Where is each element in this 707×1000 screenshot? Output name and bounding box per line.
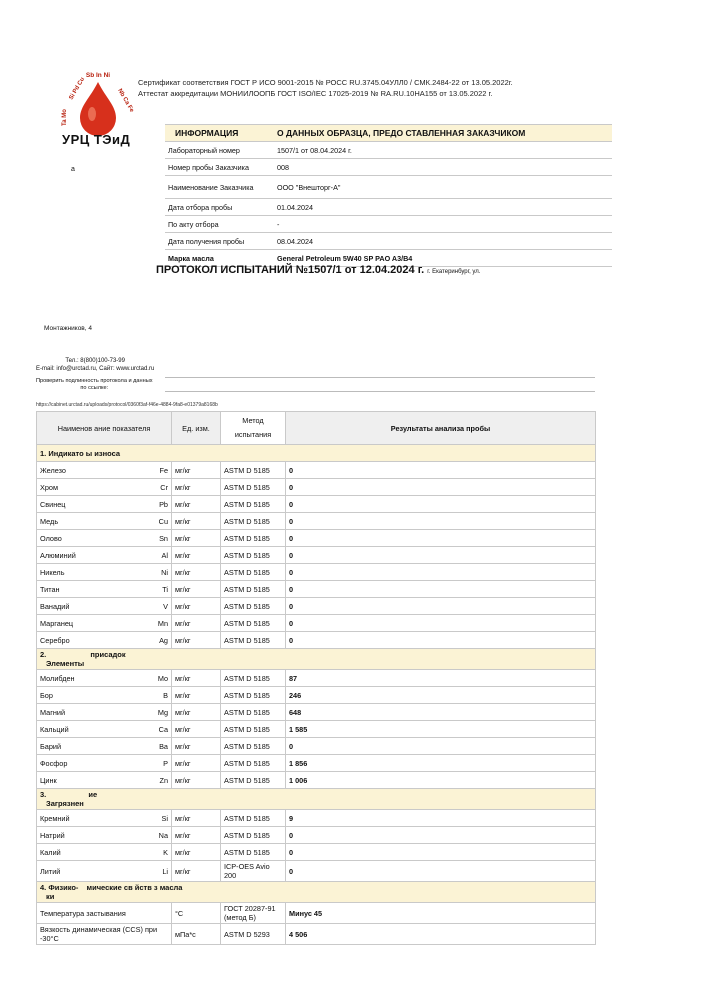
param-method: ASTM D 5293	[221, 924, 286, 945]
table-row	[37, 670, 596, 687]
param-symbol: Cu	[147, 513, 172, 530]
param-unit: мг/кг	[172, 810, 221, 827]
param-name: Бор	[37, 687, 148, 704]
table-row	[37, 827, 596, 844]
col-name-header: Наименов ание показателя	[37, 412, 172, 445]
table-row	[37, 530, 596, 547]
section-title-c: Элементы	[46, 659, 85, 668]
svg-text:Nb Ca Fe: Nb Ca Fe	[116, 88, 135, 114]
info-title-b: О ДАННЫХ ОБРАЗЦА, ПРЕДО СТАВЛЕННАЯ ЗАКАЗЧИКОМ	[274, 125, 612, 142]
param-unit: мг/кг	[172, 687, 221, 704]
param-method: ASTM D 5185	[221, 755, 286, 772]
param-unit: мг/кг	[172, 564, 221, 581]
param-method: ASTM D 5185	[221, 479, 286, 496]
section-header	[37, 789, 596, 810]
results-header	[37, 412, 596, 445]
table-row	[37, 861, 596, 882]
param-unit: мг/кг	[172, 598, 221, 615]
param-method: ICP-OES Avio 200	[221, 861, 286, 882]
param-method: ASTM D 5185	[221, 462, 286, 479]
param-result: 0	[286, 547, 596, 564]
table-row	[37, 721, 596, 738]
param-name: Барий	[37, 738, 148, 755]
param-unit: мг/кг	[172, 547, 221, 564]
param-result: 648	[286, 704, 596, 721]
param-symbol: K	[147, 844, 172, 861]
certificate-info	[138, 77, 513, 99]
table-row	[37, 513, 596, 530]
table-row	[37, 598, 596, 615]
param-unit: мг/кг	[172, 772, 221, 789]
param-name: Хром	[37, 479, 148, 496]
param-method: ASTM D 5185	[221, 844, 286, 861]
param-symbol: Mg	[147, 704, 172, 721]
param-name: Вязкость динамическая (CCS) при -30°С	[37, 924, 172, 945]
param-symbol: Cr	[147, 479, 172, 496]
param-symbol: Fe	[147, 462, 172, 479]
info-label: Номер пробы Заказчика	[165, 159, 274, 176]
param-result: 87	[286, 670, 596, 687]
section-title-c: Загрязнен	[46, 799, 84, 808]
param-symbol: Li	[147, 861, 172, 882]
section-title-b: присадок	[90, 650, 126, 659]
table-row	[165, 216, 612, 233]
section-title	[37, 649, 596, 670]
param-symbol: P	[147, 755, 172, 772]
param-unit: мг/кг	[172, 755, 221, 772]
info-label: Наименование Заказчика	[165, 176, 274, 199]
param-unit: мг/кг	[172, 861, 221, 882]
param-unit: мг/кг	[172, 462, 221, 479]
param-result: 0	[286, 530, 596, 547]
info-title-a: ИНФОРМАЦИЯ	[165, 125, 274, 142]
svg-text:Sb In Ni: Sb In Ni	[85, 72, 111, 79]
param-name: Фосфор	[37, 755, 148, 772]
results-table	[36, 411, 596, 945]
table-row	[37, 496, 596, 513]
info-value: 01.04.2024	[274, 199, 612, 216]
table-row	[165, 233, 612, 250]
table-row	[37, 462, 596, 479]
param-name: Литий	[37, 861, 148, 882]
param-unit: °С	[172, 903, 221, 924]
param-symbol: Zn	[147, 772, 172, 789]
protocol-city: г. Екатеринбург, ул.	[427, 269, 481, 275]
info-label: По акту отбора	[165, 216, 274, 233]
param-result: 0	[286, 496, 596, 513]
param-method: ASTM D 5185	[221, 827, 286, 844]
param-unit: мг/кг	[172, 704, 221, 721]
param-result: 0	[286, 738, 596, 755]
table-row	[37, 547, 596, 564]
table-row	[37, 704, 596, 721]
param-method: ASTM D 5185	[221, 810, 286, 827]
param-symbol: Ca	[147, 721, 172, 738]
param-unit: мг/кг	[172, 479, 221, 496]
param-result: 0	[286, 513, 596, 530]
param-symbol: Na	[147, 827, 172, 844]
address-street: Монтажников, 4	[44, 325, 92, 332]
param-symbol: Ba	[147, 738, 172, 755]
param-symbol: Pb	[147, 496, 172, 513]
phone: Тел.: 8(800)100-73-99	[65, 358, 125, 364]
section-title-a: 3.	[40, 790, 47, 799]
table-row	[37, 581, 596, 598]
param-unit: мг/кг	[172, 513, 221, 530]
svg-text:Si Pd Cu: Si Pd Cu	[68, 76, 87, 101]
side-letter: а	[71, 166, 75, 173]
param-symbol: Sn	[147, 530, 172, 547]
param-result: 0	[286, 479, 596, 496]
table-row	[37, 615, 596, 632]
param-result: 0	[286, 564, 596, 581]
param-name: Свинец	[37, 496, 148, 513]
param-name: Кальций	[37, 721, 148, 738]
param-method: ASTM D 5185	[221, 564, 286, 581]
table-row	[37, 810, 596, 827]
info-value: 08.04.2024	[274, 233, 612, 250]
info-label: Лабораторный номер	[165, 142, 274, 159]
param-result: 0	[286, 581, 596, 598]
param-name: Медь	[37, 513, 148, 530]
param-unit: мг/кг	[172, 530, 221, 547]
param-result: 4 506	[286, 924, 596, 945]
param-unit: мг/кг	[172, 844, 221, 861]
section-header	[37, 882, 596, 903]
divider	[165, 377, 595, 378]
table-row	[37, 738, 596, 755]
param-unit: мг/кг	[172, 632, 221, 649]
param-result: 0	[286, 615, 596, 632]
param-symbol: V	[147, 598, 172, 615]
param-unit: мг/кг	[172, 721, 221, 738]
section-title-c: ки	[46, 892, 55, 901]
oil-brand-value: General Petroleum 5W40 SP PAO A3/B4	[274, 250, 612, 267]
info-label: Дата отбора пробы	[165, 199, 274, 216]
param-unit: мг/кг	[172, 581, 221, 598]
param-unit: мг/кг	[172, 615, 221, 632]
param-result: 9	[286, 810, 596, 827]
param-name: Цинк	[37, 772, 148, 789]
param-method: ASTM D 5185	[221, 721, 286, 738]
info-value: 008	[274, 159, 612, 176]
table-row	[37, 924, 596, 945]
param-result: 0	[286, 632, 596, 649]
col-method-header	[221, 412, 286, 445]
table-row	[37, 564, 596, 581]
email-site: E-mail: info@urctad.ru, Сайт: www.urctad.ru	[36, 366, 155, 372]
verify-text	[36, 378, 153, 392]
param-method: ASTM D 5185	[221, 670, 286, 687]
param-name: Температура застывания	[37, 903, 172, 924]
info-label: Марка масла	[165, 250, 274, 267]
param-unit: мПа*с	[172, 924, 221, 945]
param-name: Кремний	[37, 810, 148, 827]
param-method: ASTM D 5185	[221, 632, 286, 649]
param-name: Серебро	[37, 632, 148, 649]
param-result: 0	[286, 827, 596, 844]
info-label: Дата получения пробы	[165, 233, 274, 250]
section-title-a: 2.	[40, 650, 47, 659]
param-symbol: Ni	[147, 564, 172, 581]
section-header	[37, 649, 596, 670]
section-title-b: ие	[88, 790, 98, 799]
param-result: 0	[286, 598, 596, 615]
param-result: 1 585	[286, 721, 596, 738]
param-name: Калий	[37, 844, 148, 861]
param-name: Молибден	[37, 670, 148, 687]
param-result: 1 856	[286, 755, 596, 772]
table-row	[165, 199, 612, 216]
param-method: ASTM D 5185	[221, 547, 286, 564]
section-header	[37, 445, 596, 462]
verify-link[interactable]: https://cabinet.urctad.ru/uploads/protocol/0360f3af-f46e-4884-9fa8-e01379a8168b	[36, 402, 218, 408]
param-method: ASTM D 5185	[221, 530, 286, 547]
param-method: ASTM D 5185	[221, 772, 286, 789]
param-symbol: Ag	[147, 632, 172, 649]
table-row	[37, 687, 596, 704]
col-method-1: Метод	[242, 416, 264, 425]
sample-info-table	[165, 124, 612, 267]
param-result: 0	[286, 861, 596, 882]
info-value: ООО "Внешторг-А"	[274, 176, 612, 199]
param-symbol: B	[147, 687, 172, 704]
section-title-b: мические св йств з масла	[86, 883, 183, 892]
contacts	[36, 357, 154, 373]
col-method-2: испытания	[234, 430, 272, 439]
sample-info-header	[165, 125, 612, 142]
param-unit: мг/кг	[172, 670, 221, 687]
param-symbol: Mo	[147, 670, 172, 687]
param-name: Натрий	[37, 827, 148, 844]
protocol-title-text: ПРОТОКОЛ ИСПЫТАНИЙ №1507/1 от 12.04.2024 г.	[156, 264, 425, 276]
table-row	[165, 176, 612, 199]
param-method: ASTM D 5185	[221, 687, 286, 704]
param-name: Никель	[37, 564, 148, 581]
param-unit: мг/кг	[172, 496, 221, 513]
section-title: 1. Индикато ы износа	[37, 445, 596, 462]
param-symbol: Si	[147, 810, 172, 827]
svg-text:Ta Mo: Ta Mo	[62, 109, 68, 126]
verify-line-1: Проверить подлинность протокола и данных	[36, 378, 153, 384]
table-row	[37, 755, 596, 772]
param-unit: мг/кг	[172, 738, 221, 755]
logo-text: УРЦ ТЭиД	[62, 132, 131, 147]
info-value: -	[274, 216, 612, 233]
param-method: ASTM D 5185	[221, 598, 286, 615]
param-result: 0	[286, 844, 596, 861]
param-result: 246	[286, 687, 596, 704]
param-name: Магний	[37, 704, 148, 721]
section-title-a: 4. Физико-	[40, 883, 79, 892]
param-method: ASTM D 5185	[221, 615, 286, 632]
param-name: Алюминий	[37, 547, 148, 564]
table-row	[37, 903, 596, 924]
table-row	[37, 479, 596, 496]
param-name: Железо	[37, 462, 148, 479]
param-symbol: Al	[147, 547, 172, 564]
param-symbol: Ti	[147, 581, 172, 598]
table-row	[37, 632, 596, 649]
param-name: Марганец	[37, 615, 148, 632]
table-row	[165, 159, 612, 176]
param-name: Олово	[37, 530, 148, 547]
param-method: ASTM D 5185	[221, 704, 286, 721]
table-row	[165, 142, 612, 159]
certificate-line: Сертификат соответствия ГОСТ Р ИСО 9001-2015 № РОСС RU.3745.04УЛЛ0 / СМК.2484-22 от 13.05.2022г.	[138, 78, 513, 87]
param-name: Титан	[37, 581, 148, 598]
param-method: ASTM D 5185	[221, 496, 286, 513]
param-unit: мг/кг	[172, 827, 221, 844]
param-name: Ванадий	[37, 598, 148, 615]
table-row	[37, 844, 596, 861]
col-unit-header: Ед. изм.	[172, 412, 221, 445]
accreditation-line: Аттестат аккредитации МОНИИЛООПБ ГОСТ ISO/IEC 17025-2019 № RA.RU.10НА155 от 13.05.2022 г.	[138, 89, 493, 98]
verify-line-2: по ссылке:	[80, 385, 109, 391]
param-method: ASTM D 5185	[221, 738, 286, 755]
param-result: Минус 45	[286, 903, 596, 924]
protocol-title	[156, 264, 480, 276]
section-title	[37, 882, 596, 903]
info-value: 1507/1 от 08.04.2024 г.	[274, 142, 612, 159]
param-symbol: Mn	[147, 615, 172, 632]
param-method: ГОСТ 20287-91 (метод Б)	[221, 903, 286, 924]
param-result: 0	[286, 462, 596, 479]
param-result: 1 006	[286, 772, 596, 789]
divider	[165, 391, 595, 392]
table-row	[37, 772, 596, 789]
section-title	[37, 789, 596, 810]
param-method: ASTM D 5185	[221, 581, 286, 598]
param-method: ASTM D 5185	[221, 513, 286, 530]
col-result-header: Результаты анализа пробы	[286, 412, 596, 445]
